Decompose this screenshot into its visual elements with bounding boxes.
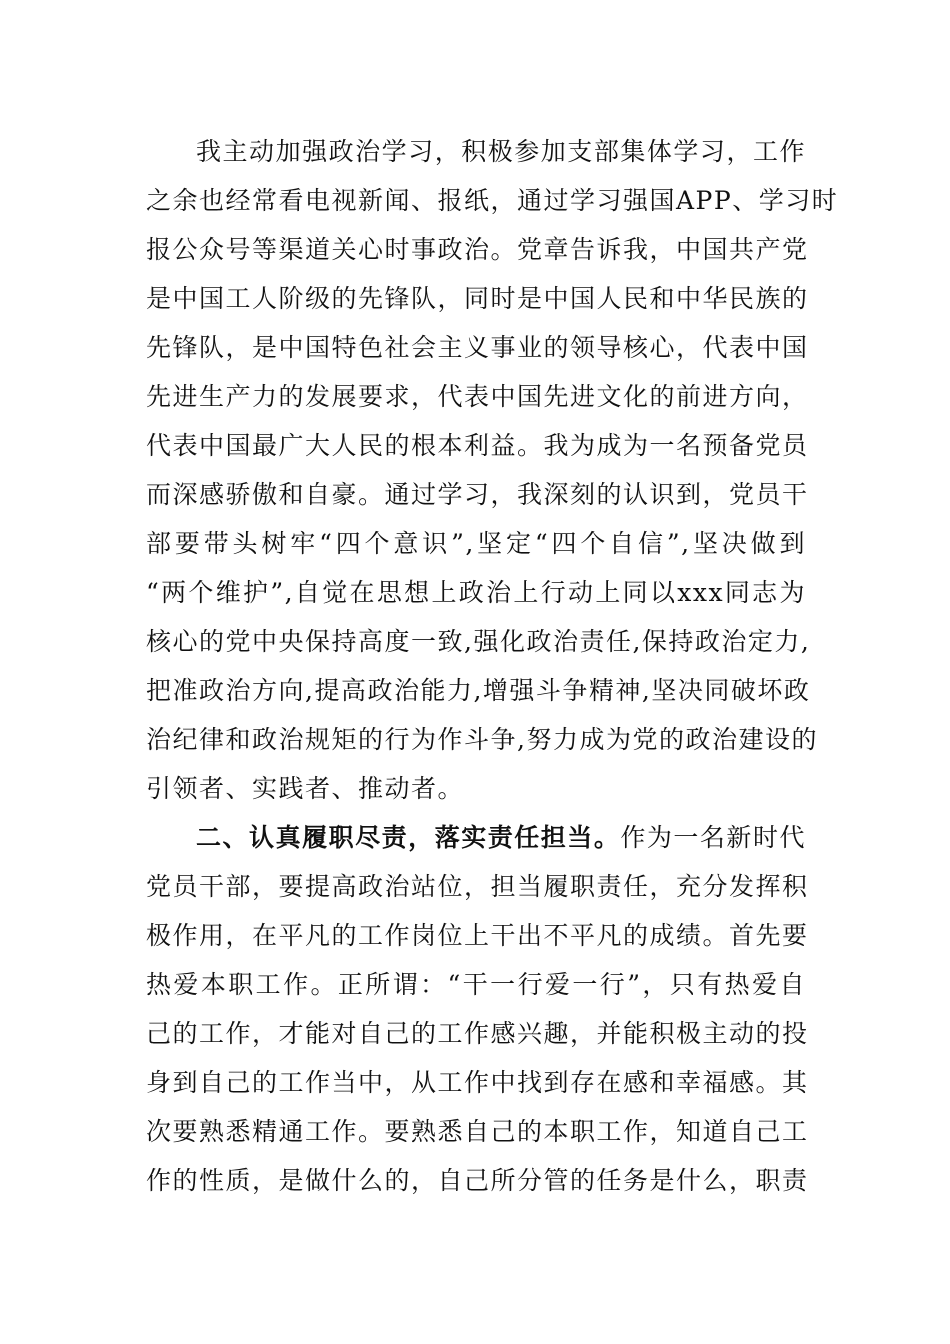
paragraph-duty: [146, 813, 809, 1205]
text-line: 热爱本职工作。正所谓：“干一行爱一行”，只有热爱自: [146, 970, 806, 999]
section-heading: 二、认真履职尽责，落实责任担当。: [196, 823, 621, 852]
text-line: 治纪律和政治规矩的行为作斗争,努力成为党的政治建设的: [146, 725, 818, 754]
text-line: 次要熟悉精通工作。要熟悉自己的本职工作，知道自己工: [146, 1117, 809, 1146]
text-line: 部要带头树牢“四个意识”,坚定“四个自信”,坚决做到: [146, 529, 806, 558]
text-line: 党员干部，要提高政治站位，担当履职责任，充分发挥积: [146, 872, 809, 901]
text-line: 引领者、实践者、推动者。: [146, 774, 465, 803]
text-line: 作的性质，是做什么的，自己所分管的任务是什么，职责: [146, 1166, 809, 1195]
text-line: 之余也经常看电视新闻、报纸，通过学习强国APP、学习时: [146, 186, 839, 215]
text-line: 我主动加强政治学习，积极参加支部集体学习，工作: [196, 137, 806, 166]
text-line: “两个维护”,自觉在思想上政治上行动上同以xxx同志为: [146, 578, 806, 607]
text-line: 代表中国最广大人民的根本利益。我为成为一名预备党员: [146, 431, 809, 460]
paragraph-political-study: [146, 127, 839, 813]
text-line: 先锋队，是中国特色社会主义事业的领导核心，代表中国: [146, 333, 809, 362]
text-line: 先进生产力的发展要求，代表中国先进文化的前进方向，: [146, 382, 809, 411]
text-line: 核心的党中央保持高度一致,强化政治责任,保持政治定力,: [146, 627, 811, 656]
text-line: 极作用，在平凡的工作岗位上干出不平凡的成绩。首先要: [146, 921, 809, 950]
text-line: 己的工作，才能对自己的工作感兴趣，并能积极主动的投: [146, 1019, 809, 1048]
document-body: [146, 127, 839, 1205]
text-line: 报公众号等渠道关心时事政治。党章告诉我，中国共产党: [146, 235, 809, 264]
text-line: [146, 813, 806, 862]
text-line: 把准政治方向,提高政治能力,增强斗争精神,坚决同破坏政: [146, 676, 811, 705]
text-line: 身到自己的工作当中，从工作中找到存在感和幸福感。其: [146, 1068, 809, 1097]
text-line: 而深感骄傲和自豪。通过学习，我深刻的认识到，党员干: [146, 480, 809, 509]
text-line: 是中国工人阶级的先锋队，同时是中国人民和中华民族的: [146, 284, 809, 313]
heading-line-rest: 作为一名新时代: [620, 823, 806, 852]
